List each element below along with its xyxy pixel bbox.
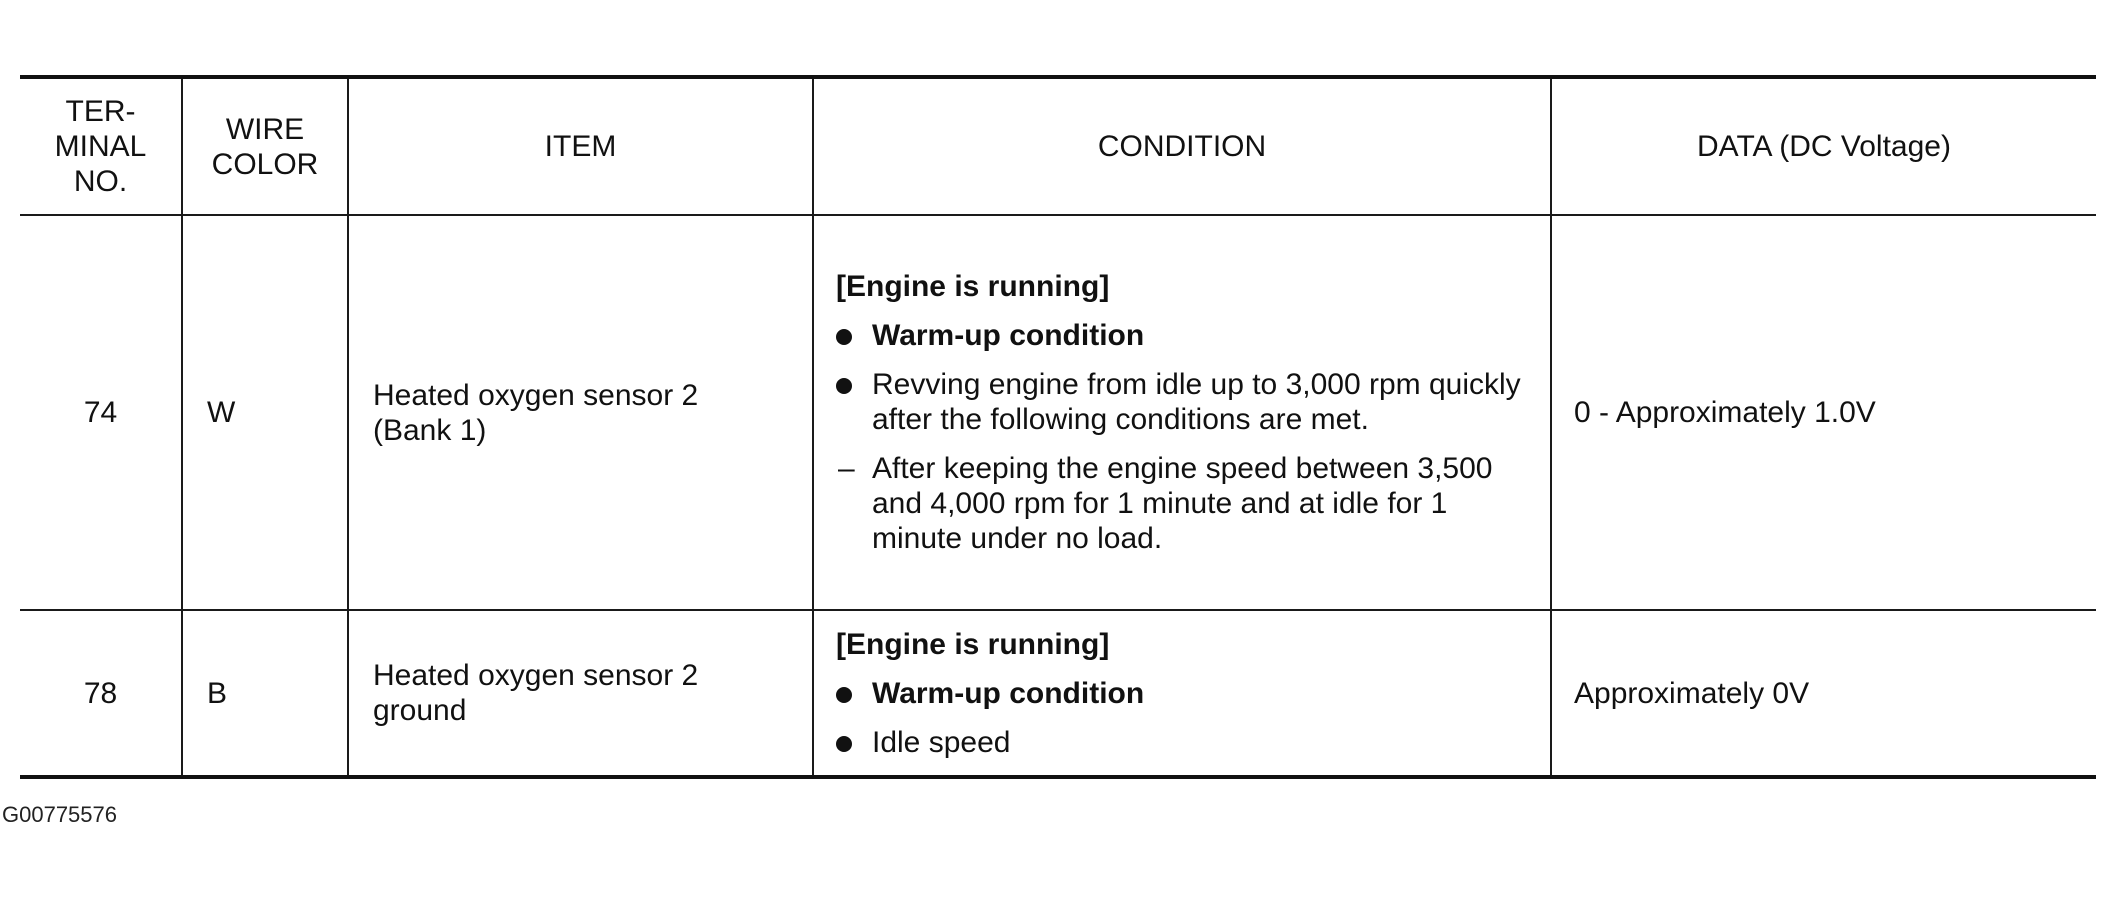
condition-text: After keeping the engine speed between 3,500 and 4,000 rpm for 1 minute and at idle for 1 minute under no load. <box>872 452 1493 555</box>
header-terminal-line: MINAL <box>54 130 147 163</box>
header-wire-line: WIRE <box>225 112 305 146</box>
header-item: ITEM <box>348 77 813 215</box>
data-value-cell: Approximately 0V <box>1551 610 2096 777</box>
item-line: Heated oxygen sensor 2 <box>373 378 699 412</box>
bullet-marker <box>836 318 872 353</box>
table-header-row <box>20 77 2096 215</box>
condition-text: Warm-up condition <box>872 676 1145 710</box>
condition-text: Warm-up condition <box>872 319 1145 352</box>
item-line: (Bank 1) <box>373 413 487 447</box>
condition-text: Revving engine from idle up to 3,000 rpm quickly after the following conditions are met. <box>872 368 1521 436</box>
condition-cell <box>813 610 1551 777</box>
bullet-dot-icon <box>836 736 852 752</box>
dash-icon: – <box>838 452 855 485</box>
item-cell <box>348 610 813 777</box>
figure-id: G00775576 <box>2 802 117 827</box>
bullet-dot-icon <box>836 378 852 394</box>
header-wire-line: COLOR <box>211 147 319 181</box>
condition-text: Idle speed <box>872 725 1011 759</box>
bullet-dot-icon <box>836 687 852 703</box>
wire-color-cell: W <box>182 215 348 610</box>
item-line: ground <box>373 694 467 727</box>
item-line: Heated oxygen sensor 2 <box>373 659 699 692</box>
item-cell <box>348 215 813 610</box>
dash-marker <box>836 451 872 556</box>
condition-cell <box>813 215 1551 610</box>
wire-color-cell: B <box>182 610 348 777</box>
terminal-number-cell: 78 <box>20 610 182 777</box>
condition-line <box>836 451 1532 556</box>
bullet-marker <box>836 725 872 760</box>
condition-heading: [Engine is running] <box>836 270 1110 303</box>
bullet-dot-icon <box>836 329 852 345</box>
condition-heading: [Engine is running] <box>836 627 1110 661</box>
terminal-number-cell: 74 <box>20 215 182 610</box>
header-wire-color <box>182 77 348 215</box>
bullet-marker <box>836 367 872 437</box>
condition-line <box>836 725 1532 760</box>
header-terminal-no <box>20 77 182 215</box>
bullet-marker <box>836 676 872 711</box>
header-terminal-line: TER- <box>65 95 136 128</box>
header-condition: CONDITION <box>813 77 1551 215</box>
condition-line <box>836 318 1532 353</box>
data-value-cell: 0 - Approximately 1.0V <box>1551 215 2096 610</box>
table-row <box>20 610 2096 777</box>
condition-line <box>836 367 1532 437</box>
terminal-data-table <box>20 75 2096 779</box>
table-row <box>20 215 2096 610</box>
header-data: DATA (DC Voltage) <box>1551 77 2096 215</box>
condition-line <box>836 676 1532 711</box>
header-terminal-line: NO. <box>73 165 128 198</box>
